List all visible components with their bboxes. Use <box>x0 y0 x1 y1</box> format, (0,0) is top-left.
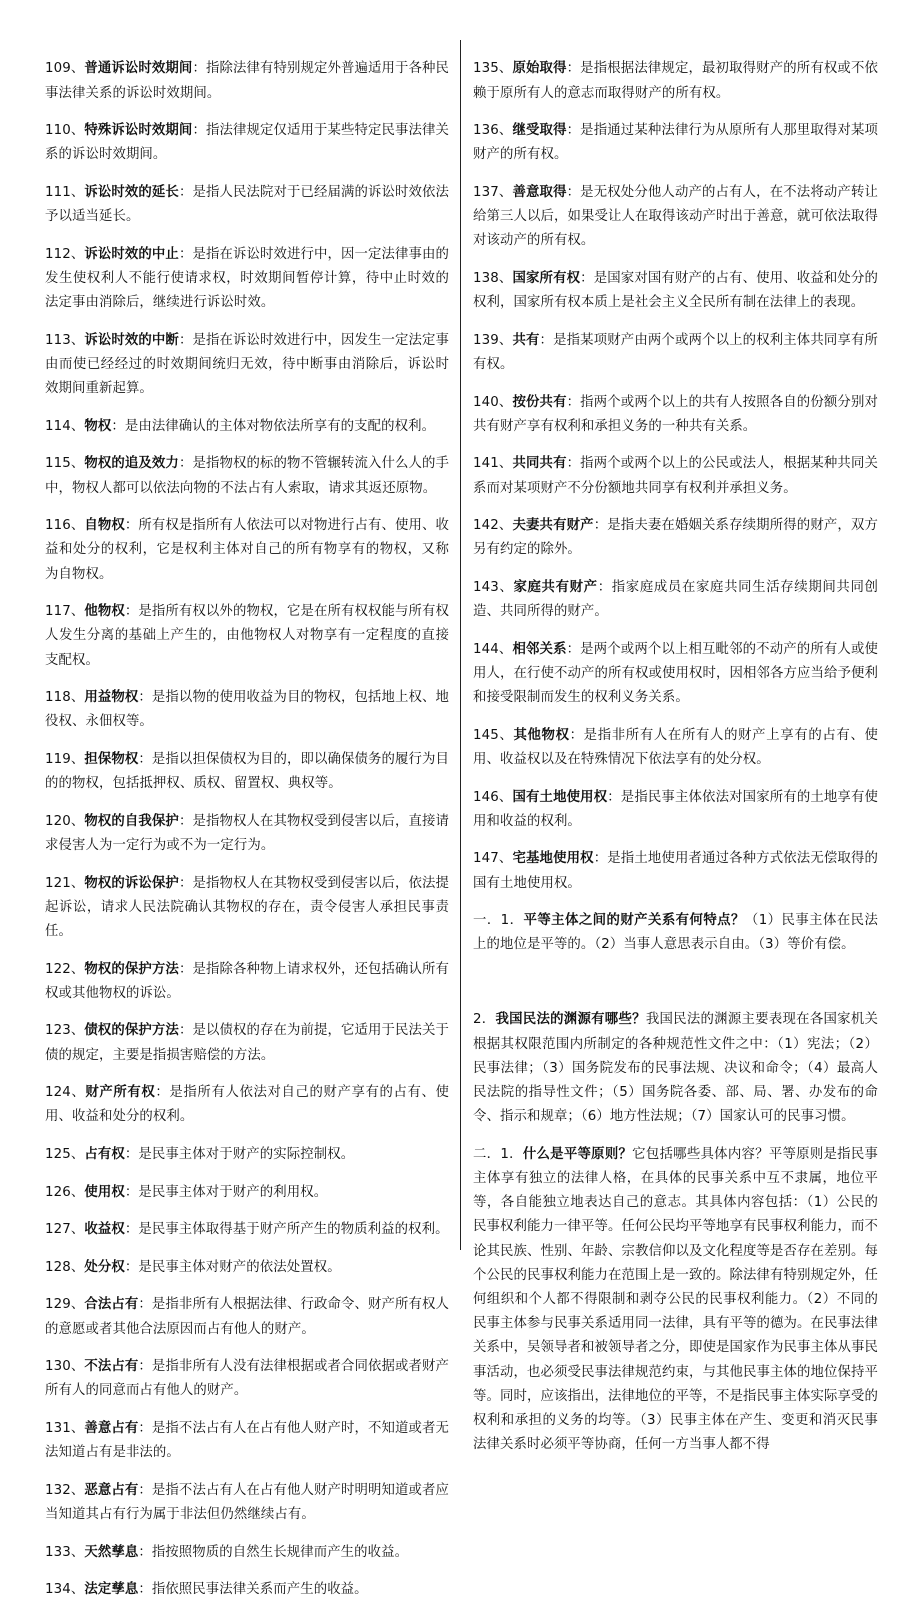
entry-number: 125、 <box>45 1146 85 1162</box>
entry-definition: ：指按照物质的自然生长规律而产生的收益。 <box>138 1544 409 1560</box>
entry-term: 物权 <box>84 418 112 434</box>
entry-definition: ：是指除各种物上请求权外，还包括确认所有权或其他物权的诉讼。 <box>45 961 450 1001</box>
entry-definition: ：是民事主体对财产的依法处置权。 <box>124 1259 341 1275</box>
entry-definition: ：是指不法占有人在占有他人财产时，不知道或者无法知道占有是非法的。 <box>45 1420 449 1461</box>
entry-definition: ：是指非所有人根据法律、行政命令、财产所有权人的意愿或者其他合法原因而占有他人的财产。 <box>45 1297 449 1337</box>
entry-term: 自物权 <box>84 518 125 534</box>
entry-term: 继受取得 <box>512 123 567 139</box>
entry-term: 夫妻共有财产 <box>512 518 594 534</box>
definition-entry <box>45 1218 449 1242</box>
entry-number: 115、 <box>45 456 85 472</box>
entry-number: 137、 <box>473 184 513 200</box>
entry-term: 物权的诉讼保护 <box>84 875 179 891</box>
definition-entry <box>473 514 878 562</box>
entry-term: 债权的保护方法 <box>84 1023 179 1039</box>
entry-definition: ：是指根据法律规定，最初取得财产的所有权或不依赖于原所有人的意志而取得财产的所有权。 <box>473 61 878 101</box>
entry-number: 112、 <box>45 246 85 262</box>
entry-number: 146、 <box>473 789 513 805</box>
definition-entry <box>473 576 878 624</box>
definition-entry <box>45 243 449 316</box>
entry-term: 他物权 <box>84 604 125 620</box>
definition-entry <box>45 1355 449 1403</box>
entry-number: 141、 <box>473 456 513 472</box>
entry-term: 天然孳息 <box>84 1544 139 1560</box>
definition-entry <box>45 1256 449 1280</box>
definition-entry <box>45 329 449 402</box>
entry-term: 担保物权 <box>84 751 139 767</box>
definition-entry <box>473 452 878 500</box>
definition-entry <box>45 1181 449 1205</box>
entry-term: 善意占有 <box>84 1420 139 1436</box>
definition-entry <box>45 748 449 796</box>
definition-entry <box>45 1143 449 1167</box>
definition-entry <box>45 810 449 858</box>
entry-definition: ：是民事主体对于财产的实际控制权。 <box>124 1146 355 1162</box>
entry-number: 二．1． <box>473 1146 523 1162</box>
entry-definition: ：是指不法占有人在占有他人财产时明明知道或者应当知道其占有行为属于非法但仍然继续占有。 <box>45 1482 449 1522</box>
entry-number: 143、 <box>473 579 514 595</box>
entry-number: 123、 <box>45 1023 85 1039</box>
entry-number: 134、 <box>45 1582 85 1598</box>
entry-term: 财产所有权 <box>85 1085 156 1101</box>
definition-entry <box>45 686 449 734</box>
entry-number: 114、 <box>45 418 85 434</box>
entry-definition: ：是指通过某种法律行为从原所有人那里取得对某项财产的所有权。 <box>473 123 878 163</box>
entry-number: 109、 <box>45 61 85 77</box>
entry-definition: ：是指在诉讼时效进行中，因一定法律事由的发生使权利人不能行使请求权，时效期间暂停计算，待中止时效的法定事由消除后，继续进行诉讼时效。 <box>45 246 450 311</box>
entry-term: 处分权 <box>84 1259 125 1275</box>
entry-definition: ：是指土地使用者通过各种方式依法无偿取得的国有土地使用权。 <box>473 851 878 891</box>
entry-term: 共有 <box>512 332 540 348</box>
entry-definition: ：是由法律确认的主体对物依法所享有的支配的权利。 <box>111 418 436 434</box>
entry-definition: ：指两个或两个以上的共有人按照各自的份额分别对共有财产享有权利和承担义务的一种共有关系。 <box>473 394 878 434</box>
entry-definition: ：是指人民法院对于已经届满的诉讼时效依法予以适当延长。 <box>45 184 450 225</box>
definition-entry <box>473 786 878 834</box>
entry-term: 按份共有 <box>512 394 567 410</box>
entry-definition: ：是指物权人在其物权受到侵害以后，直接请求侵害人为一定行为或不为一定行为。 <box>45 813 450 853</box>
entry-term: 恶意占有 <box>84 1482 139 1498</box>
entry-number: 126、 <box>45 1184 85 1200</box>
entry-term: 用益物权 <box>84 690 139 706</box>
entry-term: 法定孳息 <box>84 1582 139 1598</box>
entry-term: 什么是平等原则？ <box>522 1146 633 1162</box>
entry-definition: ：指除法律有特别规定外普遍适用于各种民事法律关系的诉讼时效期间。 <box>45 61 449 101</box>
definition-entry <box>473 181 878 254</box>
definition-entry <box>45 1081 449 1129</box>
definition-entry <box>45 1479 449 1527</box>
entry-definition: ：所有权是指所有人依法可以对物进行占有、使用、收益和处分的权利，它是权利主体对自己的所有物享有的物权，又称为自物权。 <box>45 518 449 582</box>
definition-entry <box>45 1417 449 1465</box>
entry-term: 其他物权 <box>513 727 570 743</box>
entry-definition: ：指依照民事法律关系而产生的收益。 <box>138 1582 368 1598</box>
entry-definition: ：是指物权人在其物权受到侵害以后，依法提起诉讼，请求人民法院确认其物权的存在，责令侵害人承担民事责任。 <box>45 875 450 939</box>
entry-term: 不法占有 <box>84 1359 139 1375</box>
definition-entry <box>45 1541 449 1565</box>
definition-entry <box>45 600 449 673</box>
definition-entry <box>473 391 878 439</box>
definition-entry <box>473 638 878 711</box>
entry-term: 普通诉讼时效期间 <box>84 61 193 77</box>
entry-term: 合法占有 <box>84 1297 139 1313</box>
definition-entry <box>45 119 449 167</box>
entry-definition: ：是指民事主体依法对国家所有的土地享有使用和收益的权利。 <box>473 789 879 829</box>
entry-number: 116、 <box>45 518 85 534</box>
definition-entry <box>45 1578 449 1602</box>
definition-entry <box>473 1143 878 1458</box>
entry-number: 142、 <box>473 518 513 534</box>
entry-definition: ：是国家对国有财产的占有、使用、收益和处分的权利，国家所有权本质上是社会主义全民所有制在法律上的表现。 <box>473 270 878 311</box>
definition-entry <box>473 267 878 315</box>
definition-entry <box>45 1019 449 1067</box>
entry-definition: 它包括哪些具体内容？平等原则是指民事主体享有独立的法律人格，在具体的民事关系中互不隶属，地位平等，各自能独立地表达自己的意志。其具体内容包括：（1）公民的民事权利能力一律平等。任何公民均平等地享有民事权利能力，而不论其民族、性别、年龄、宗教信仰以及文化程度等是否存在差别。每个公民的民事权利能力在范围上是一致的。除法律有特别规定外，任何组织和个人都不得限制和剥夺公民的民事权利能力。（2）不同的民事主体参与民事关系适用同一法律，具有平等的德为。在民事法律关系中，吴领导者和被领导者之分，即使是国家作为民事主体从事民事活动，也必须受民事法律规范约束，与其他民事主体的地位保持平等。同时，应该指出，法律地位的平等，不是指民事主体实际享受的权利和承担的义务的均等。（3）民事主体在产生、变更和消灭民事法律关系时必须平等协商，任何一方当事人都不得 <box>473 1146 878 1453</box>
entry-definition: ：是指以物的使用收益为目的物权，包括地上权、地役权、永佃权等。 <box>45 690 449 730</box>
entry-definition: ：指法律规定仅适用于某些特定民事法律关系的诉讼时效期间。 <box>45 123 449 163</box>
paragraph-spacer <box>473 971 878 995</box>
entry-number: 130、 <box>45 1359 85 1375</box>
entry-term: 家庭共有财产 <box>513 579 598 595</box>
entry-number: 147、 <box>473 851 513 867</box>
entry-term: 我国民法的渊源有哪些？ <box>495 1012 646 1028</box>
entry-number: 110、 <box>45 123 85 139</box>
entry-definition: ：是以债权的存在为前提，它适用于民法关于债的规定，主要是指损害赔偿的方法。 <box>45 1023 450 1063</box>
entry-term: 共同共有 <box>512 456 567 472</box>
entry-term: 物权的保护方法 <box>84 961 179 977</box>
entry-definition: ：是指非所有人在所有人的财产上享有的占有、使用、收益权以及在特殊情况下依法享有的处分权。 <box>473 727 878 767</box>
entry-number: 131、 <box>45 1420 85 1436</box>
entry-number: 138、 <box>473 270 513 286</box>
definition-entry <box>473 57 878 105</box>
entry-term: 国有土地使用权 <box>512 789 608 805</box>
definition-entry <box>45 181 449 229</box>
entry-definition: ：是指物权的标的物不管辗转流入什么人的手中，物权人都可以依法向物的不法占有人索取，请求其返还原物。 <box>45 456 450 496</box>
definition-entry <box>473 329 878 377</box>
entry-number: 124、 <box>45 1085 86 1101</box>
entry-number: 132、 <box>45 1482 85 1498</box>
entry-term: 相邻关系 <box>512 641 567 657</box>
entry-definition: ：指两个或两个以上的公民或法人，根据某种共同关系而对某项财产不分份额地共同享有权利并承担义务。 <box>473 456 878 496</box>
entry-number: 119、 <box>45 751 85 767</box>
definition-entry <box>473 847 878 895</box>
entry-number: 111、 <box>45 184 85 200</box>
entry-definition: ：是指夫妻在婚姻关系存续期所得的财产，双方另有约定的除外。 <box>473 518 878 558</box>
entry-number: 144、 <box>473 641 513 657</box>
definition-entry <box>473 909 878 957</box>
entry-number: 136、 <box>473 123 513 139</box>
entry-definition: ：是指以担保债权为目的，即以确保债务的履行为目的的物权，包括抵押权、质权、留置权、典权等。 <box>45 751 449 792</box>
entry-term: 物权的追及效力 <box>84 456 179 472</box>
entry-number: 135、 <box>473 61 513 77</box>
entry-definition: ：是无权处分他人动产的占有人，在不法将动产转让给第三人以后，如果受让人在取得该动产时出于善意，就可依法取得对该动产的所有权。 <box>473 184 878 249</box>
definition-entry <box>45 958 449 1006</box>
entry-definition: ：是两个或两个以上相互毗邻的不动产的所有人或使用人，在行使不动产的所有权或使用权时，因相邻各方应当给予便利和接受限制而发生的权利义务关系。 <box>473 641 878 706</box>
entry-term: 诉讼时效的延长 <box>84 184 179 200</box>
entry-term: 原始取得 <box>512 61 567 77</box>
definition-entry <box>473 724 878 772</box>
entry-definition: ：是民事主体取得基于财产所产生的物质利益的权利。 <box>124 1222 449 1238</box>
entry-number: 121、 <box>45 875 85 891</box>
entry-term: 占有权 <box>84 1146 125 1162</box>
entry-term: 宅基地使用权 <box>512 851 594 867</box>
left-column <box>45 44 449 1616</box>
definition-entry <box>45 1293 449 1341</box>
entry-definition: ：是指在诉讼时效进行中，因发生一定法定事由而使已经经过的时效期间统归无效，待中断事由消除后，诉讼时效期间重新起算。 <box>45 332 450 397</box>
entry-term: 国家所有权 <box>512 270 581 286</box>
entry-term: 特殊诉讼时效期间 <box>84 123 193 139</box>
entry-number: 2． <box>473 1012 496 1028</box>
entry-term: 诉讼时效的中止 <box>84 246 179 262</box>
definition-entry <box>45 514 449 587</box>
entry-number: 133、 <box>45 1544 85 1560</box>
entry-number: 128、 <box>45 1259 85 1275</box>
entry-number: 139、 <box>473 332 513 348</box>
entry-definition: ：是指某项财产由两个或两个以上的权利主体共同享有所有权。 <box>473 332 879 372</box>
definition-entry <box>45 57 449 105</box>
entry-number: 113、 <box>45 332 85 348</box>
entry-term: 平等主体之间的财产关系有何特点？ <box>523 913 745 929</box>
entry-definition: 我国民法的渊源主要表现在各国家机关根据其权限范围内所制定的各种规范性文件之中：（1）宪法；（2）民事法律；（3）国务院发布的民事法规、决议和命令；（4）最高人民法院的指导性文件；（5）国务院各委、部、局、署、办发布的命令、指示和规章；（6）地方性法规；（7）国家认可的民事习惯。 <box>473 1012 878 1125</box>
definition-entry <box>45 452 449 500</box>
definition-entry <box>45 872 449 945</box>
definition-entry <box>473 119 878 167</box>
entry-number: 120、 <box>45 813 85 829</box>
definition-entry <box>45 415 449 439</box>
entry-number: 129、 <box>45 1297 85 1313</box>
entry-number: 127、 <box>45 1222 85 1238</box>
entry-definition: ：是指所有人依法对自己的财产享有的占有、使用、收益和处分的权利。 <box>45 1085 450 1125</box>
entry-definition: ：是指非所有人没有法律根据或者合同依据或者财产所有人的同意而占有他人的财产。 <box>45 1359 449 1399</box>
entry-number: 140、 <box>473 394 513 410</box>
right-column <box>473 44 878 1471</box>
entry-term: 物权的自我保护 <box>84 813 179 829</box>
entry-term: 收益权 <box>84 1222 125 1238</box>
entry-definition: ：是民事主体对于财产的利用权。 <box>124 1184 328 1200</box>
entry-definition: （1）民事主体在民法上的地位是平等的。（2）当事人意思表示自由。（3）等价有偿。 <box>473 913 878 953</box>
entry-definition: ：是指所有权以外的物权，它是在所有权权能与所有权人发生分离的基础上产生的，由他物权人对物享有一定程度的直接支配权。 <box>45 604 449 668</box>
entry-number: 122、 <box>45 961 85 977</box>
entry-term: 诉讼时效的中断 <box>84 332 179 348</box>
column-divider <box>460 40 461 1250</box>
definition-entry <box>473 1008 878 1129</box>
entry-number: 117、 <box>45 604 85 620</box>
entry-definition: ：指家庭成员在家庭共同生活存续期间共同创造、共同所得的财产。 <box>473 579 878 620</box>
entry-number: 145、 <box>473 727 514 743</box>
entry-number: 118、 <box>45 690 85 706</box>
entry-number: 一．1． <box>473 913 524 929</box>
entry-term: 善意取得 <box>512 184 567 200</box>
entry-term: 使用权 <box>84 1184 125 1200</box>
